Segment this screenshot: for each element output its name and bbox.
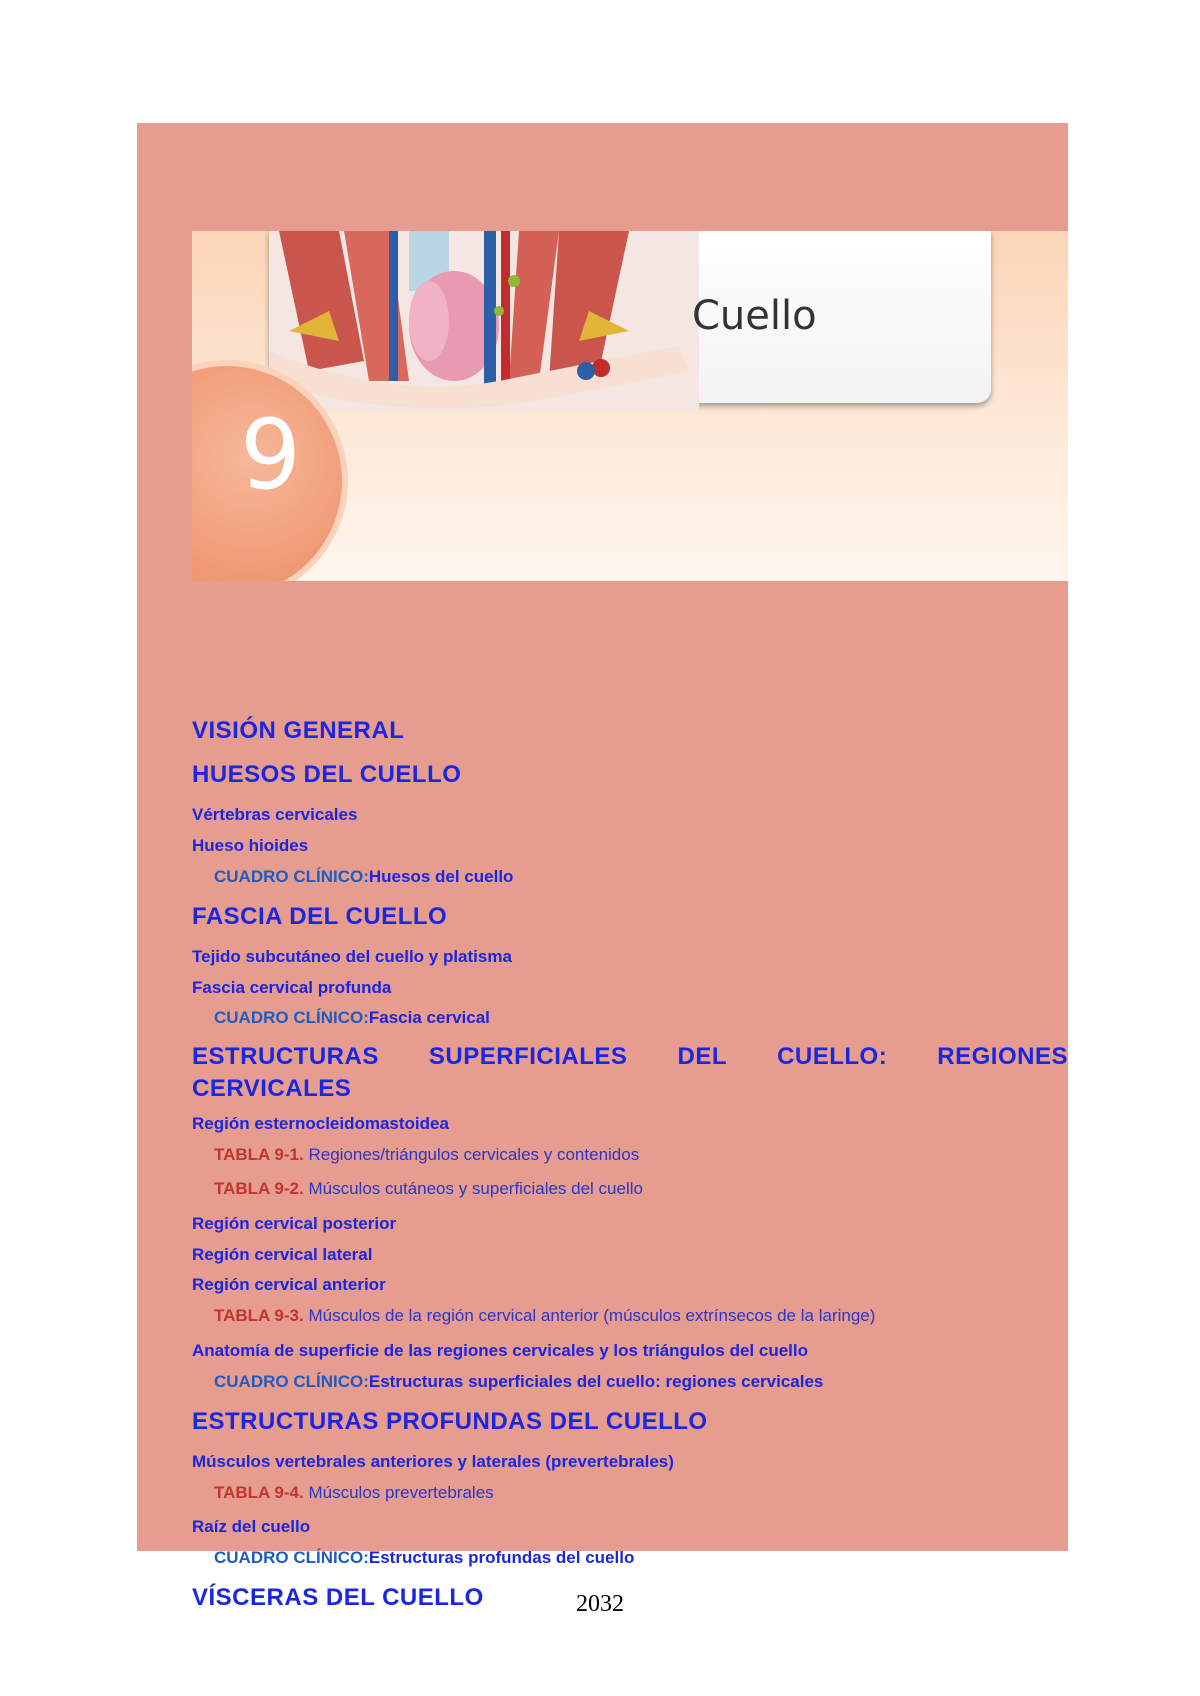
toc-item-fascia-profunda[interactable]: Fascia cervical profunda: [192, 978, 392, 997]
toc-heading-superficiales[interactable]: [192, 1043, 1068, 1071]
tabla-label: TABLA 9-3.: [214, 1306, 304, 1325]
toc-heading-huesos[interactable]: HUESOS DEL CUELLO: [192, 761, 462, 788]
clinical-label: CUADRO CLÍNICO:: [214, 1008, 369, 1027]
clinical-text: Estructuras profundas del cuello: [368, 1548, 635, 1567]
toc-clinical-huesos[interactable]: [192, 867, 513, 887]
toc-item-anatomia-superficie[interactable]: Anatomía de superficie de las regiones cervicales y los triángulos del cuello: [192, 1341, 809, 1360]
tabla-label: TABLA 9-4.: [214, 1483, 304, 1502]
clinical-text: Estructuras superficiales del cuello: regiones cervicales: [368, 1372, 824, 1391]
toc-clinical-fascia[interactable]: [192, 1008, 490, 1028]
heading-word: DEL: [677, 1043, 727, 1070]
chapter-title: Cuello: [692, 293, 817, 339]
toc-item-musculos-prevertebrales[interactable]: Músculos vertebrales anteriores y laterales (prevertebrales): [192, 1452, 674, 1471]
toc-item-region-posterior[interactable]: Región cervical posterior: [192, 1214, 397, 1233]
heading-word: REGIONES: [937, 1043, 1068, 1070]
clinical-label: CUADRO CLÍNICO:: [214, 1548, 369, 1567]
tabla-text: Músculos prevertebrales: [308, 1483, 494, 1502]
clinical-text: Huesos del cuello: [368, 867, 514, 886]
toc-heading-superficiales-line2[interactable]: CERVICALES: [192, 1075, 352, 1102]
clinical-label: CUADRO CLÍNICO:: [214, 867, 369, 886]
toc-tabla-9-1[interactable]: [192, 1145, 639, 1165]
clinical-label: CUADRO CLÍNICO:: [214, 1372, 369, 1391]
clinical-text: Fascia cervical: [368, 1008, 490, 1027]
tabla-label: TABLA 9-2.: [214, 1179, 304, 1198]
toc-heading-profundas[interactable]: ESTRUCTURAS PROFUNDAS DEL CUELLO: [192, 1408, 708, 1435]
toc-tabla-9-2[interactable]: [192, 1179, 643, 1199]
toc-tabla-9-3[interactable]: [192, 1306, 875, 1326]
toc-heading-vision-general[interactable]: VISIÓN GENERAL: [192, 717, 405, 744]
toc-clinical-profundas[interactable]: [192, 1548, 634, 1568]
chapter-banner: [192, 231, 1068, 581]
toc-heading-visceras[interactable]: VÍSCERAS DEL CUELLO: [192, 1584, 484, 1611]
toc-item-raiz[interactable]: Raíz del cuello: [192, 1517, 311, 1536]
toc-heading-fascia[interactable]: FASCIA DEL CUELLO: [192, 903, 448, 930]
tabla-text: Músculos de la región cervical anterior (músculos extrínsecos de la laringe): [308, 1306, 876, 1325]
toc-item-region-lateral[interactable]: Región cervical lateral: [192, 1245, 373, 1264]
tabla-text: Regiones/triángulos cervicales y contenidos: [308, 1145, 640, 1164]
toc-item-vertebras[interactable]: Vértebras cervicales: [192, 805, 358, 824]
page-number: 2032: [576, 1591, 624, 1617]
toc-item-region-anterior[interactable]: Región cervical anterior: [192, 1275, 386, 1294]
toc-item-tejido-subcutaneo[interactable]: Tejido subcutáneo del cuello y platisma: [192, 947, 512, 966]
chapter-number: 9: [240, 399, 302, 511]
tabla-text: Músculos cutáneos y superficiales del cuello: [308, 1179, 643, 1198]
heading-word: ESTRUCTURAS: [192, 1043, 379, 1070]
toc-item-hioides[interactable]: Hueso hioides: [192, 836, 309, 855]
toc-tabla-9-4[interactable]: [192, 1483, 494, 1503]
tabla-label: TABLA 9-1.: [214, 1145, 304, 1164]
heading-word: SUPERFICIALES: [428, 1043, 628, 1070]
toc-item-region-ecm[interactable]: Región esternocleidomastoidea: [192, 1114, 449, 1133]
toc-clinical-superficiales[interactable]: [192, 1372, 823, 1392]
heading-word: CUELLO:: [777, 1043, 888, 1070]
neck-anatomy-illustration: [269, 231, 699, 411]
